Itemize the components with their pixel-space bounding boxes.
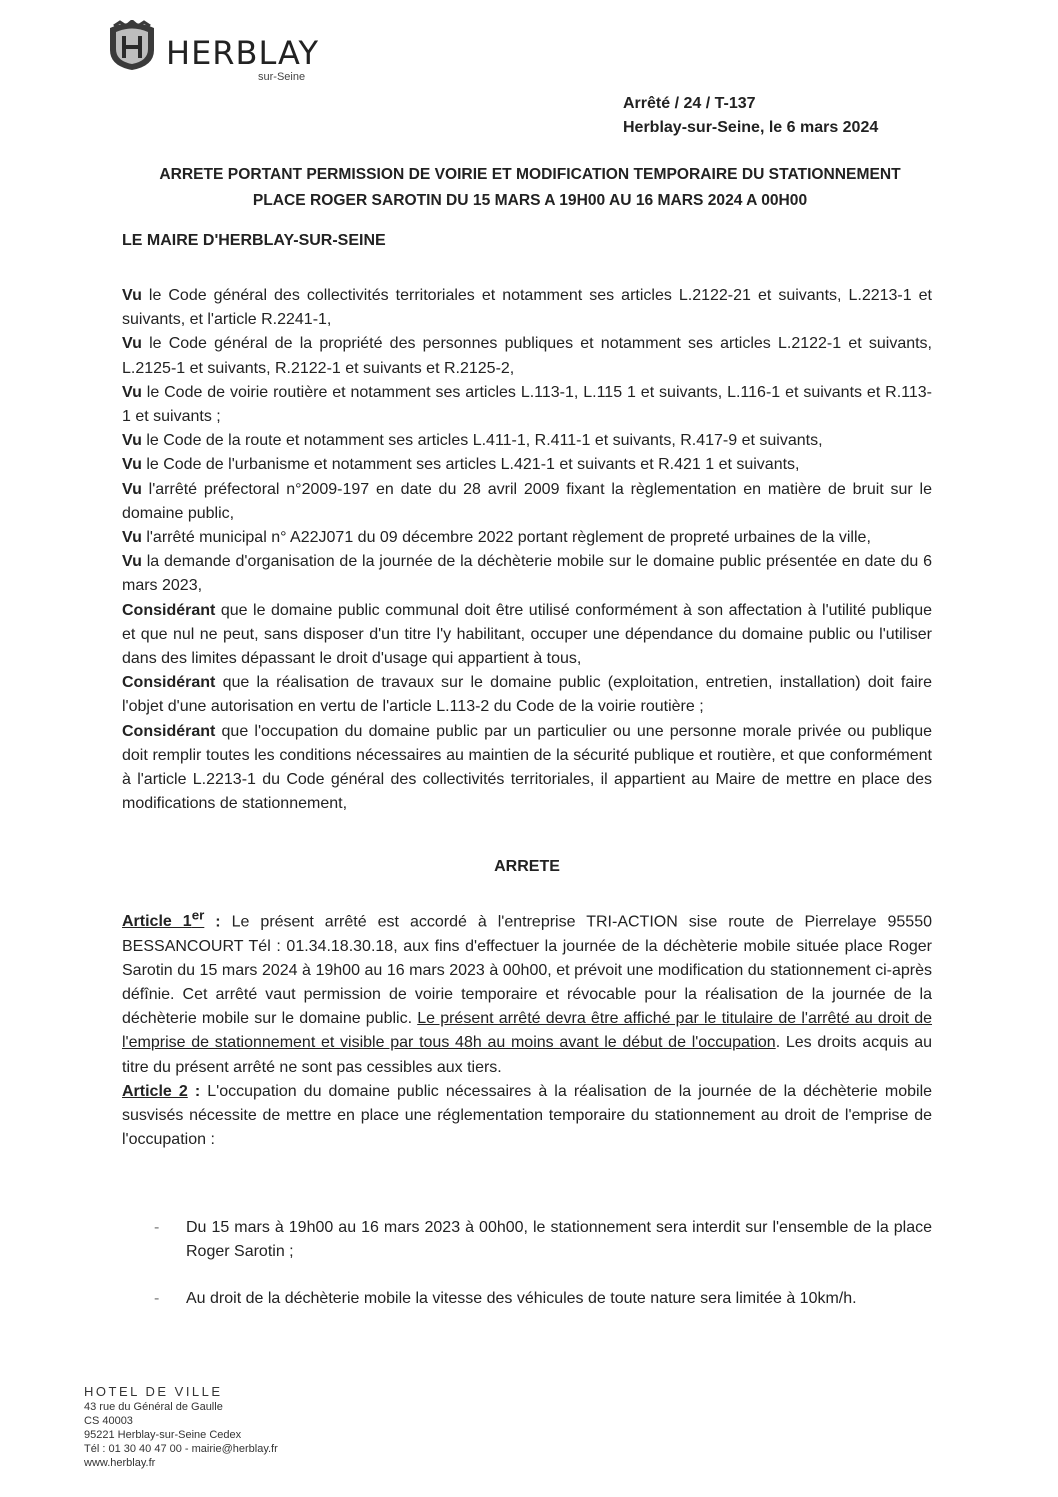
article-1-label: Article 1er [122,908,205,931]
footer-cs: CS 40003 [84,1415,133,1427]
considerant-item: Vu l'arrêté préfectoral n°2009-197 en date du 28 avril 2009 fixant la règlementation en matière de bruit sur le domaine public, [122,480,933,522]
footer-address [84,1384,404,1470]
bullet-marker: - [154,1290,160,1308]
considerant-item: Vu le Code de l'urbanisme et notamment ses articles L.421-1 et suivants et R.421 1 et suivants, [122,456,800,474]
authority-heading: LE MAIRE D'HERBLAY-SUR-SEINE [122,232,386,249]
title-line-2: PLACE ROGER SAROTIN DU 15 MARS A 19H00 AU 16 MARS 2024 A 00H00 [252,192,808,209]
arrete-heading: ARRETE [494,858,560,875]
considerant-item: Vu l'arrêté municipal n° A22J071 du 09 décembre 2022 portant règlement de propreté urbaines de la ville, [122,529,871,547]
place-date: Herblay-sur-Seine, le 6 mars 2024 [623,119,879,136]
considerant-item: Vu la demande d'organisation de la journée de la déchèterie mobile sur le domaine public présentée en date du 6 mars 2023, [122,553,932,595]
article-2: Article 2 : L'occupation du domaine public nécessaires à la réalisation de la journée de la déchèterie mobile susvisés nécessite de mettre en place une réglementation temporaire du stationnement au droit de l'emprise de l'occupation : [122,1082,933,1149]
display-requirement: Le présent arrêté devra être affiché par le titulaire de l'arrêté au droit de l'emprise de stationnement et visible par tous 48h au moins avant le début de l'occupation [122,1010,932,1052]
document-reference [623,92,953,140]
logo-subtext: sur-Seine [258,71,306,83]
considerant-item: Vu le Code général de la propriété des personnes publiques et notamment ses articles L.2122-1 et suivants, L.2125-1 et suivants, R.2122-1 et suivants et R.2125-2, [122,335,933,377]
footer-website: www.herblay.fr [84,1457,156,1469]
footer-contact: Tél : 01 30 40 47 00 - mairie@herblay.fr [84,1443,278,1455]
footer-title: HOTEL DE VILLE [84,1384,223,1399]
logo-text: HERBLAY [166,34,319,72]
footer-city: 95221 Herblay-sur-Seine Cedex [84,1429,242,1441]
herblay-logo [104,20,334,83]
document-title [110,162,950,214]
arrete-number: Arrêté / 24 / T-137 [623,95,756,112]
considerant-item: Considérant que le domaine public communal doit être utilisé conformément à son affectation à l'utilité publique et que nul ne peut, sans disposer d'un titre l'y habilitant, occuper une dépendance du domaine public ou l'utiliser dans des limites dépassant le droit d'usage qui appartient à tous, [122,601,932,668]
considerant-item: Considérant que la réalisation de travaux sur le domaine public (exploitation, entretien, installation) doit faire l'objet d'une autorisation en vertu de l'article L.113-2 du Code de la voirie routière ; [122,674,932,716]
title-line-1: ARRETE PORTANT PERMISSION DE VOIRIE ET MODIFICATION TEMPORAIRE DU STATIONNEMENT [159,166,901,183]
considerant-item: Vu le Code de voirie routière et notamment ses articles L.113-1, L.115 1 et suivants, L.116-1 et suivants et R.113-1 et suivants ; [122,383,932,426]
bullet-marker: - [154,1219,160,1236]
article-1: Article 1er : Le présent arrêté est accordé à l'entreprise TRI-ACTION sise route de Pierrelaye 95550 BESSANCOURT Tél : 01.34.18.30.18, aux fins d'effectuer la journée de la déchèterie mobile située place Roger Sarotin du 15 mars 2024 à 19h00 au 16 mars 2023 à 00h00, et prévoit une modification du stationnement ci-après défînie. Cet arrêté vaut permission de voirie temporaire et révocable pour la réalisation de la journée de la déchèterie mobile sur le domaine public. Le présent arrêté devra être affiché par le titulaire de l'arrêté au droit de l'emprise de stationnement et visible par tous 48h au moins avant le début de l'occupation. Les droits acquis au titre du présent arrêté ne sont pas cessibles aux tiers. [122,908,933,1076]
considerant-item: Considérant que l'occupation du domaine public par un particulier ou une personne morale privée ou publique doit remplir toutes les conditions nécessaires au maintien de la sécurité publique et routière, et que conformément à l'article L.2213-1 du Code général des collectivités territoriales, il appartient au Maire de mettre en place des modifications de stationnement, [122,722,932,813]
footer-street: 43 rue du Général de Gaulle [84,1401,223,1413]
article-2-label: Article 2 [122,1082,188,1100]
measures-list [152,1216,932,1335]
articles-block [122,904,932,1152]
list-item: - Du 15 mars à 19h00 au 16 mars 2023 à 00h00, le stationnement sera interdit sur l'ensemble de la place Roger Sarotin ; [152,1216,932,1264]
list-item: - Au droit de la déchèterie mobile la vitesse des véhicules de toute nature sera limitée à 10km/h. [152,1287,932,1311]
city-crest-icon [104,20,160,72]
considerant-item: Vu le Code de la route et notamment ses articles L.411-1, R.411-1 et suivants, R.417-9 et suivants, [122,432,823,450]
considerant-item: Vu le Code général des collectivités territoriales et notamment ses articles L.2122-21 et suivants, L.2213-1 et suivants, et l'article R.2241-1, [122,287,933,329]
considerants-block [122,284,932,816]
